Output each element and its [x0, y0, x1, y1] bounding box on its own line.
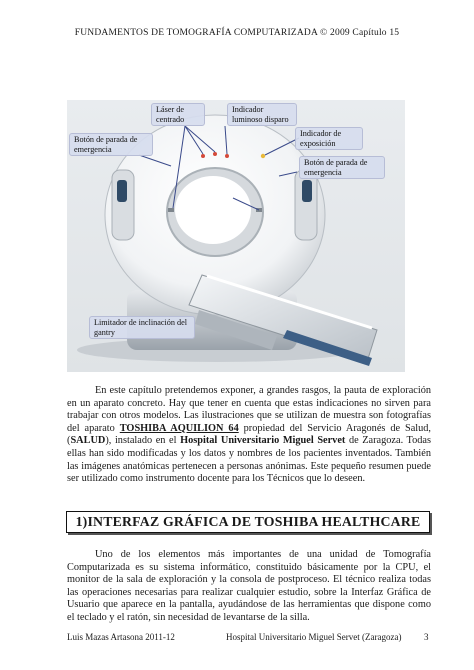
hospital-name: Hospital Universitario Miguel Servet [180, 435, 346, 447]
callout-parada-emergencia-izquierda: Botón de parada de emergencia [69, 133, 153, 156]
intro-text-1: En este capítulo pretendemos exponer, a grandes rasgos, la pauta de exploración en un aparato concreto. Hay que tener en cuenta que estas indicaciones no sirven para trabajar con otros modelos. Las ilustraciones que se utilizan de muestra son fotografías del aparato [67, 385, 431, 434]
intro-text-2: propiedad del Servicio Aragonés de Salud, ( [67, 422, 431, 447]
section-heading [66, 511, 430, 533]
footer-institution: Hospital Universitario Miguel Servet (Zaragoza) [226, 632, 402, 642]
intro-text-4: de Zaragoza. Todas ellas han sido modificadas y los datos y nombres de los pacientes inventados. También las imágenes anatómicas pertenecen a personas anónimas. Este pequeño resumen puede ser utilizado como instrumento docente para los Técnicos que lo deseen. [67, 435, 431, 485]
section-title: 1)INTERFAZ GRÁFICA DE TOSHIBA HEALTHCARE [75, 514, 421, 529]
body-text: Uno de los elementos más importantes de una unidad de Tomografía Computarizada es su sistema informático, constituido básicamente por la CPU, el monitor de la sala de exploración y la consola de postproceso. El técnico realiza todas las operaciones necesarias para realizar cualquier estudio, sobre la Interfaz Gráfica de Usuario que aparece en la pantalla, ayudándose de las herramientas que dispone como el teclado y el ratón, sin necesidad de levantarse de la silla. [67, 549, 431, 623]
intro-text-3: ), instalado en el [105, 435, 181, 447]
callout-parada-emergencia-derecha: Botón de parada de emergencia [299, 156, 385, 179]
intro-paragraph [67, 385, 431, 486]
model-name: TOSHIBA AQUILION 64 [119, 422, 239, 434]
footer-author: Luis Mazas Artasona 2011-12 [67, 632, 175, 642]
ct-scanner-figure [67, 100, 405, 372]
page-number: 3 [424, 632, 429, 642]
salud-abbrev: SALUD [70, 435, 106, 447]
running-header: FUNDAMENTOS DE TOMOGRAFÍA COMPUTARIZADA © 2009 Capítulo 15 [74, 28, 400, 38]
callout-limitador-inclinacion: Limitador de inclinación del gantry [89, 316, 195, 339]
body-paragraph [67, 549, 431, 624]
callout-laser-centrado: Láser de centrado [151, 103, 205, 126]
callout-indicador-disparo: Indicador luminoso disparo [227, 103, 297, 126]
callout-indicador-exposicion: Indicador de exposición [295, 127, 363, 150]
